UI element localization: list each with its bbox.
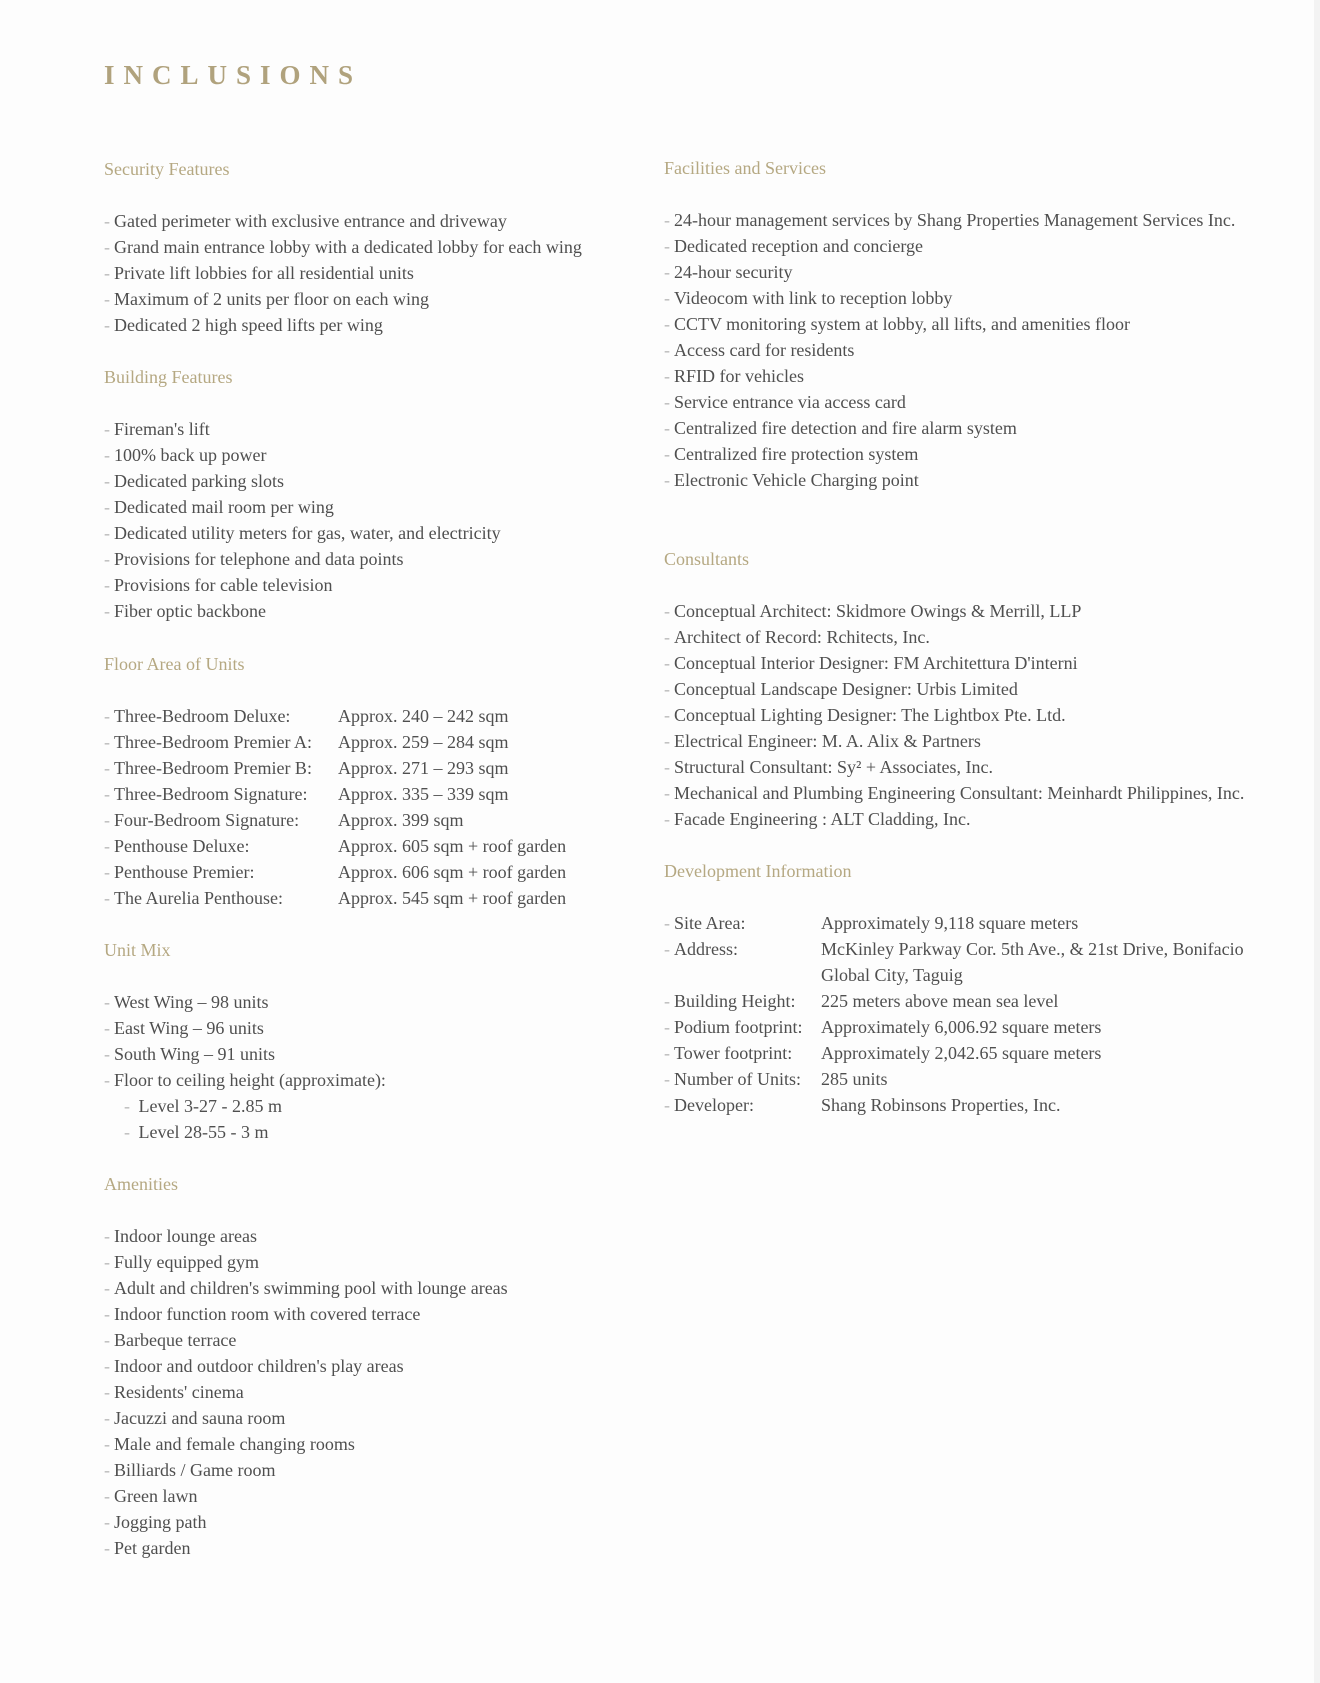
list-item-text: Facade Engineering : ALT Cladding, Inc. <box>674 809 971 829</box>
row-label: - The Aurelia Penthouse: <box>104 888 283 908</box>
list-item <box>664 702 1244 728</box>
list-item <box>664 259 1235 285</box>
row-label: - Address: <box>664 939 738 959</box>
bullet-dash: - <box>104 315 110 335</box>
list-item-text: Grand main entrance lobby with a dedicated lobby for each wing <box>114 237 582 257</box>
section-title: Consultants <box>664 549 750 569</box>
list-item <box>104 208 582 234</box>
bullet-dash: - <box>664 601 670 621</box>
list-item <box>664 207 1235 233</box>
key-value-row <box>104 833 566 859</box>
list-item <box>104 260 582 286</box>
list-item-text: RFID for vehicles <box>674 366 804 386</box>
list-item-text: Maximum of 2 units per floor on each wing <box>114 289 429 309</box>
list-item-text: Provisions for telephone and data points <box>114 549 404 569</box>
list-item-text: Structural Consultant: Sy² + Associates, Inc. <box>674 757 994 777</box>
list-item <box>664 676 1244 702</box>
consultants-list <box>664 598 1244 832</box>
key-value-row <box>104 703 566 729</box>
list-item <box>664 598 1244 624</box>
bullet-dash: - <box>104 289 110 309</box>
list-item <box>104 1275 508 1301</box>
bullet-dash: - <box>664 705 670 725</box>
list-item-text: Electronic Vehicle Charging point <box>674 470 919 490</box>
list-item <box>104 1535 508 1561</box>
list-item-text: Conceptual Interior Designer: FM Architettura D'interni <box>674 653 1078 673</box>
list-item-text: Dedicated mail room per wing <box>114 497 334 517</box>
bullet-dash: - <box>104 549 110 569</box>
list-item-text: Mechanical and Plumbing Engineering Consultant: Meinhardt Philippines, Inc. <box>674 783 1245 803</box>
list-item <box>104 1483 508 1509</box>
list-item-text: Jacuzzi and sauna room <box>114 1408 286 1428</box>
list-item-text: Pet garden <box>114 1538 191 1558</box>
row-value: 225 meters above mean sea level <box>821 991 1059 1011</box>
bullet-dash: - <box>104 1356 110 1376</box>
list-item <box>104 286 582 312</box>
list-item-text: Private lift lobbies for all residential units <box>114 263 414 283</box>
list-item <box>104 598 501 624</box>
row-value: Approx. 605 sqm + roof garden <box>338 836 567 856</box>
bullet-dash: - <box>104 263 110 283</box>
row-value: Approx. 335 – 339 sqm <box>338 784 509 804</box>
list-item: - Floor to ceiling height (approximate): <box>104 1070 386 1090</box>
bullet-dash: - <box>664 236 670 256</box>
list-item-text: Adult and children's swimming pool with lounge areas <box>114 1278 508 1298</box>
bullet-dash: - <box>664 340 670 360</box>
row-value: Approx. 259 – 284 sqm <box>338 732 509 752</box>
list-item <box>104 416 501 442</box>
bullet-dash: - <box>664 444 670 464</box>
row-label: - Tower footprint: <box>664 1043 793 1063</box>
list-item <box>104 1405 508 1431</box>
list-item <box>664 363 1235 389</box>
key-value-row <box>664 988 1251 1014</box>
bullet-dash: - <box>104 211 110 231</box>
list-item <box>664 233 1235 259</box>
row-label: - Four-Bedroom Signature: <box>104 810 300 830</box>
row-value: McKinley Parkway Cor. 5th Ave., & 21st Drive, Bonifacio Global City, Taguig <box>821 939 1244 985</box>
row-label: - Three-Bedroom Signature: <box>104 784 308 804</box>
list-item <box>664 311 1235 337</box>
key-value-row <box>104 781 566 807</box>
row-label: - Three-Bedroom Premier B: <box>104 758 312 778</box>
section-facilities <box>664 155 1235 493</box>
bullet-dash: - <box>104 575 110 595</box>
row-value: Approximately 2,042.65 square meters <box>821 1043 1102 1063</box>
list-item-text: Dedicated 2 high speed lifts per wing <box>114 315 383 335</box>
list-item <box>104 442 501 468</box>
list-item-text: Indoor and outdoor children's play areas <box>114 1356 404 1376</box>
list-item <box>664 389 1235 415</box>
section-security-features <box>104 156 582 338</box>
list-item-text: Indoor function room with covered terrace <box>114 1304 421 1324</box>
bullet-dash: - <box>664 418 670 438</box>
row-label: - Building Height: <box>664 991 796 1011</box>
list-item-text: Gated perimeter with exclusive entrance and driveway <box>114 211 507 231</box>
bullet-dash: - <box>104 1408 110 1428</box>
bullet-dash: - <box>104 471 110 491</box>
bullet-dash: - <box>104 1226 110 1246</box>
row-value: Approx. 399 sqm <box>338 810 464 830</box>
list-item <box>104 1301 508 1327</box>
list-item-text: Centralized fire detection and fire alarm system <box>674 418 1017 438</box>
list-item <box>664 337 1235 363</box>
list-item-text: 24-hour management services by Shang Properties Management Services Inc. <box>674 210 1236 230</box>
bullet-dash: - <box>664 314 670 334</box>
bullet-dash: - <box>104 1382 110 1402</box>
facilities-list <box>664 207 1235 493</box>
list-item <box>104 468 501 494</box>
list-item-text: Architect of Record: Rchitects, Inc. <box>674 627 930 647</box>
bullet-dash: - <box>104 237 110 257</box>
list-item-text: Dedicated reception and concierge <box>674 236 924 256</box>
section-title: Floor Area of Units <box>104 654 245 674</box>
section-development-info <box>664 858 1251 1118</box>
bullet-dash: - <box>664 210 670 230</box>
row-label: - Three-Bedroom Deluxe: <box>104 706 291 726</box>
list-item-text: Dedicated utility meters for gas, water, and electricity <box>114 523 501 543</box>
bullet-dash: - <box>664 392 670 412</box>
section-unit-mix <box>104 937 386 1145</box>
list-item <box>664 780 1244 806</box>
sub-list-item: - Level 28-55 - 3 m <box>124 1122 269 1142</box>
key-value-row <box>664 1040 1251 1066</box>
unit-mix-list <box>104 989 386 1145</box>
bullet-dash: - <box>104 1538 110 1558</box>
list-item <box>104 494 501 520</box>
key-value-row <box>104 885 566 911</box>
bullet-dash: - <box>104 1460 110 1480</box>
bullet-dash: - <box>104 1252 110 1272</box>
amenities-list <box>104 1223 508 1561</box>
list-item <box>104 1457 508 1483</box>
list-item-text: Centralized fire protection system <box>674 444 919 464</box>
list-item <box>664 650 1244 676</box>
row-value: Approx. 606 sqm + roof garden <box>338 862 567 882</box>
bullet-dash: - <box>104 419 110 439</box>
list-item <box>104 572 501 598</box>
section-title: Amenities <box>104 1174 178 1194</box>
row-label: - Penthouse Premier: <box>104 862 255 882</box>
row-value: 285 units <box>821 1069 888 1089</box>
list-item-text: Conceptual Lighting Designer: The Lightbox Pte. Ltd. <box>674 705 1066 725</box>
list-item <box>104 1223 508 1249</box>
row-label: - Podium footprint: <box>664 1017 803 1037</box>
key-value-row <box>664 1092 1251 1118</box>
key-value-row <box>664 1014 1251 1040</box>
row-label: - Penthouse Deluxe: <box>104 836 250 856</box>
list-item-text: Provisions for cable television <box>114 575 333 595</box>
list-item <box>664 806 1244 832</box>
bullet-dash: - <box>664 679 670 699</box>
key-value-row <box>664 910 1251 936</box>
key-value-row <box>104 755 566 781</box>
development-list <box>664 910 1251 1118</box>
row-label: - Developer: <box>664 1095 754 1115</box>
list-item-text: Barbeque terrace <box>114 1330 237 1350</box>
row-value: Approximately 9,118 square meters <box>821 913 1079 933</box>
bullet-dash: - <box>664 288 670 308</box>
section-title: Unit Mix <box>104 940 171 960</box>
bullet-dash: - <box>664 470 670 490</box>
list-item-text: Videocom with link to reception lobby <box>674 288 953 308</box>
bullet-dash: - <box>104 523 110 543</box>
list-item-text: Access card for residents <box>674 340 855 360</box>
bullet-dash: - <box>664 731 670 751</box>
list-item-text: Conceptual Landscape Designer: Urbis Limited <box>674 679 1018 699</box>
bullet-dash: - <box>664 627 670 647</box>
key-value-row <box>104 729 566 755</box>
list-item-text: Electrical Engineer: M. A. Alix & Partners <box>674 731 981 751</box>
list-item <box>104 1249 508 1275</box>
list-item-text: Green lawn <box>114 1486 198 1506</box>
section-floor-area <box>104 651 566 911</box>
sub-list-item: - Level 3-27 - 2.85 m <box>124 1096 282 1116</box>
building-list <box>104 416 501 624</box>
section-consultants <box>664 546 1244 832</box>
bullet-dash: - <box>104 1278 110 1298</box>
list-item <box>664 754 1244 780</box>
bullet-dash: - <box>664 262 670 282</box>
row-value: Approx. 271 – 293 sqm <box>338 758 509 778</box>
section-amenities <box>104 1171 508 1561</box>
bullet-dash: - <box>104 1330 110 1350</box>
section-title: Building Features <box>104 367 233 387</box>
list-item <box>104 234 582 260</box>
list-item <box>104 1379 508 1405</box>
row-label: - Number of Units: <box>664 1069 801 1089</box>
list-item-text: Residents' cinema <box>114 1382 244 1402</box>
list-item: - East Wing – 96 units <box>104 1018 264 1038</box>
row-value: Approximately 6,006.92 square meters <box>821 1017 1102 1037</box>
list-item <box>664 728 1244 754</box>
list-item-text: Jogging path <box>114 1512 207 1532</box>
key-value-row <box>664 1066 1251 1092</box>
list-item-text: Dedicated parking slots <box>114 471 284 491</box>
list-item: - West Wing – 98 units <box>104 992 269 1012</box>
bullet-dash: - <box>664 653 670 673</box>
list-item <box>664 415 1235 441</box>
list-item <box>104 520 501 546</box>
row-label: - Three-Bedroom Premier A: <box>104 732 312 752</box>
bullet-dash: - <box>664 809 670 829</box>
security-list <box>104 208 582 338</box>
list-item <box>664 285 1235 311</box>
list-item <box>104 1509 508 1535</box>
page-edge <box>1314 0 1320 1683</box>
list-item <box>104 546 501 572</box>
list-item <box>104 312 582 338</box>
list-item <box>104 1353 508 1379</box>
bullet-dash: - <box>664 366 670 386</box>
bullet-dash: - <box>104 445 110 465</box>
page-title: INCLUSIONS <box>104 60 363 90</box>
section-title: Facilities and Services <box>664 158 826 178</box>
bullet-dash: - <box>104 1486 110 1506</box>
bullet-dash: - <box>664 783 670 803</box>
list-item-text: Fireman's lift <box>114 419 210 439</box>
list-item <box>104 1431 508 1457</box>
row-label: - Site Area: <box>664 913 746 933</box>
list-item <box>664 441 1235 467</box>
list-item-text: Male and female changing rooms <box>114 1434 355 1454</box>
section-building-features <box>104 364 501 624</box>
section-title: Development Information <box>664 861 852 881</box>
list-item-text: Billiards / Game room <box>114 1460 276 1480</box>
list-item-text: Fully equipped gym <box>114 1252 259 1272</box>
list-item <box>664 467 1235 493</box>
list-item-text: Fiber optic backbone <box>114 601 266 621</box>
bullet-dash: - <box>104 497 110 517</box>
bullet-dash: - <box>104 1512 110 1532</box>
list-item-text: Indoor lounge areas <box>114 1226 257 1246</box>
list-item: - South Wing – 91 units <box>104 1044 275 1064</box>
bullet-dash: - <box>664 757 670 777</box>
bullet-dash: - <box>104 1434 110 1454</box>
key-value-row <box>104 859 566 885</box>
list-item-text: 24-hour security <box>674 262 793 282</box>
key-value-row <box>664 936 1251 988</box>
bullet-dash: - <box>104 601 110 621</box>
list-item-text: Service entrance via access card <box>674 392 906 412</box>
list-item-text: 100% back up power <box>114 445 267 465</box>
section-title: Security Features <box>104 159 230 179</box>
list-item <box>664 624 1244 650</box>
key-value-row <box>104 807 566 833</box>
list-item-text: Conceptual Architect: Skidmore Owings & Merrill, LLP <box>674 601 1082 621</box>
row-value: Approx. 545 sqm + roof garden <box>338 888 567 908</box>
row-value: Shang Robinsons Properties, Inc. <box>821 1095 1061 1115</box>
floor-area-list <box>104 703 566 911</box>
list-item <box>104 1327 508 1353</box>
bullet-dash: - <box>104 1304 110 1324</box>
list-item-text: CCTV monitoring system at lobby, all lifts, and amenities floor <box>674 314 1130 334</box>
row-value: Approx. 240 – 242 sqm <box>338 706 509 726</box>
